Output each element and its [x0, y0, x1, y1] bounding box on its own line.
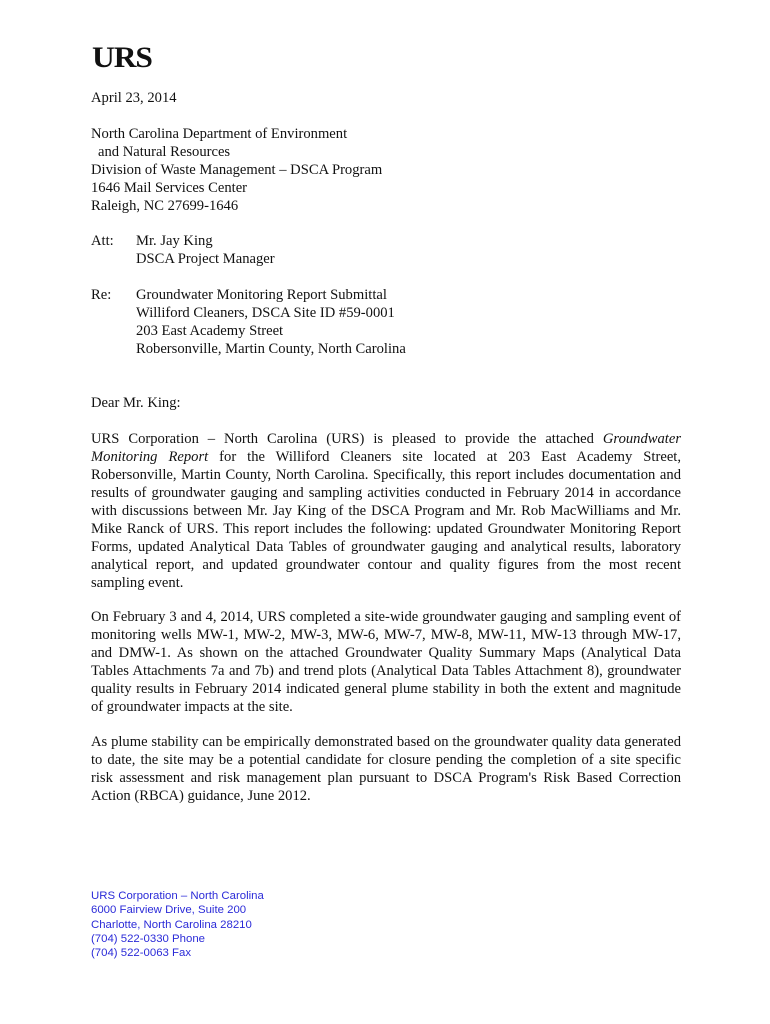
footer-contact [91, 889, 264, 960]
regarding-label: Re: [91, 287, 112, 303]
attention-title: DSCA Project Manager [136, 250, 275, 267]
salutation: Dear Mr. King: [91, 395, 181, 411]
footer-fax: (704) 522-0063 Fax [91, 947, 192, 960]
recipient-line: Division of Waste Management – DSCA Program [91, 161, 383, 178]
regarding-line: Groundwater Monitoring Report Submittal [136, 287, 387, 303]
recipient-line: Raleigh, NC 27699-1646 [91, 197, 239, 214]
regarding-line: Robersonville, Martin County, North Carolina [136, 340, 406, 357]
body-paragraph-3: As plume stability can be empirically demonstrated based on the groundwater quality data generated to date, the site may be a potential candidate for closure pending the completion of a site specific risk assessment and risk management plan pursuant to DSCA Program's Risk Based Correction Action (RBCA) guidance, June 2012. [91, 734, 681, 804]
recipient-line: North Carolina Department of Environment [91, 126, 348, 142]
regarding-line: 203 East Academy Street [136, 322, 284, 339]
report-title: Groundwater Monitoring Report [91, 431, 681, 465]
regarding-line: Williford Cleaners, DSCA Site ID #59-0001 [136, 304, 395, 321]
footer-company: URS Corporation – North Carolina [91, 890, 264, 902]
attention-name: Mr. Jay King [136, 233, 213, 249]
footer-city: Charlotte, North Carolina 28210 [91, 918, 252, 931]
footer-phone: (704) 522-0330 Phone [91, 932, 205, 945]
recipient-address [91, 126, 681, 216]
attention-label: Att: [91, 233, 114, 249]
paragraph-text: for the Williford Cleaners site located at 203 East Academy Street, Robersonville, Martin County, North Carolina. Specifically, this report includes documentation and results of groundwater gauging and sampling activities conducted in February 2014 in accordance with discussions between Mr. Jay King of the DSCA Program and Mr. Rob MacWilliams and Mr. Mike Ranck of URS. This report includes the following: updated Groundwater Monitoring Report Forms, updated Analytical Data Tables of groundwater gauging and analytical results, laboratory analytical report, and updated groundwater contour and quality figures from the most recent sampling event. [91, 449, 681, 591]
recipient-line: and Natural Resources [98, 143, 231, 160]
paragraph-text: URS Corporation – North Carolina (URS) is pleased to provide the attached [91, 431, 603, 447]
urs-logo: URS [92, 41, 152, 74]
footer-street: 6000 Fairview Drive, Suite 200 [91, 904, 247, 917]
body-paragraph-1 [91, 430, 681, 592]
letter-date: April 23, 2014 [91, 90, 177, 106]
body-paragraph-2: On February 3 and 4, 2014, URS completed a site-wide groundwater gauging and sampling event of monitoring wells MW-1, MW-2, MW-3, MW-6, MW-7, MW-8, MW-11, MW-13 through MW-17, and DMW-1. As shown on the attached Groundwater Quality Summary Maps (Analytical Data Tables Attachments 7a and 7b) and trend plots (Analytical Data Tables Attachment 8), groundwater quality results in February 2014 indicated general plume stability in both the extent and magnitude of groundwater impacts at the site. [91, 609, 681, 715]
recipient-line: 1646 Mail Services Center [91, 179, 248, 196]
